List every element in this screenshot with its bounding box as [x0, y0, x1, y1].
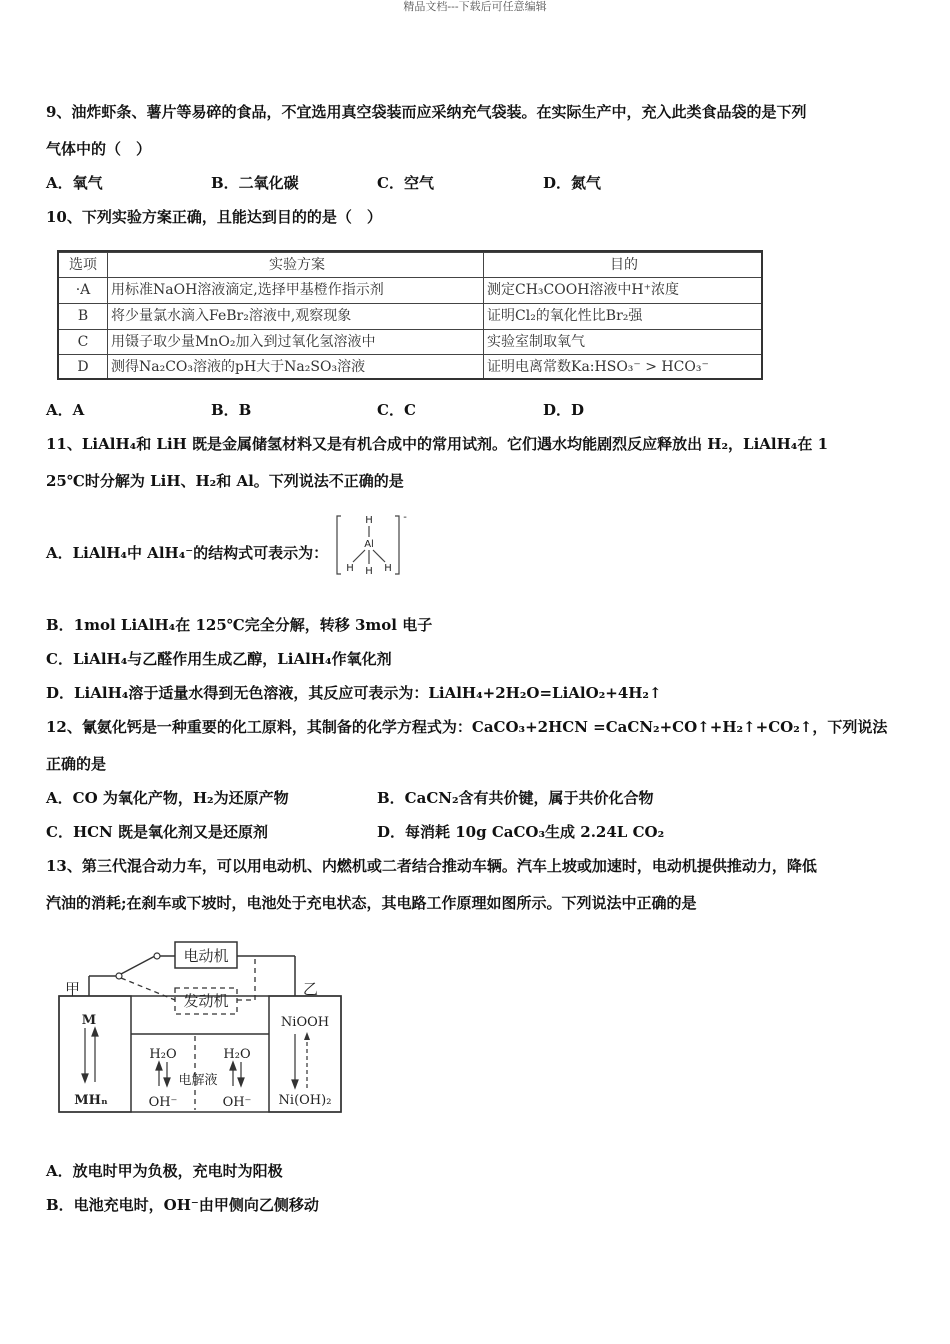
table-cell: 证明电离常数Ka:HSO₃⁻ > HCO₃⁻: [487, 359, 709, 375]
table-header-plan: 实验方案: [269, 257, 325, 273]
electrode-mhn: MHₙ: [74, 1093, 108, 1108]
q10-option-c: C．C: [377, 401, 416, 419]
table-row: [59, 277, 761, 303]
q9-option-a: A．氧气: [46, 174, 103, 192]
q9-option-d: D．氮气: [543, 174, 602, 192]
q11-option-a: A．LiAlH₄中 AlH₄⁻的结构式可表示为：: [46, 544, 329, 562]
electrode-niooh: NiOOH: [280, 1015, 330, 1030]
table-cell: 证明Cl₂的氧化性比Br₂强: [487, 308, 643, 324]
table-header-option: 选项: [69, 257, 97, 273]
table-header-row: [59, 252, 761, 278]
q10-option-b: B．B: [211, 401, 252, 419]
right-electrode-label: 乙: [303, 980, 319, 998]
struct-h-bottom: H: [365, 566, 373, 577]
table-cell: 将少量氯水滴入FeBr₂溶液中,观察现象: [111, 308, 352, 324]
q12-option-c: C．HCN 既是氧化剂又是还原剂: [46, 823, 268, 841]
table-cell: 用标准NaOH溶液滴定,选择甲基橙作指示剂: [111, 282, 384, 298]
q11-stem-line2: 25℃时分解为 LiH、H₂和 Al。下列说法不正确的是: [46, 472, 404, 490]
table-cell: 实验室制取氧气: [487, 334, 585, 350]
table-cell: ·A: [75, 282, 91, 298]
struct-charge: -: [403, 512, 407, 523]
q10-option-d: D．D: [543, 401, 585, 419]
battery-circuit-diagram: [55, 938, 345, 1118]
electrolyte-label: 电解液: [178, 1073, 218, 1088]
electrode-m: M: [81, 1013, 97, 1028]
table-cell: 测得Na₂CO₃溶液的pH大于Na₂SO₃溶液: [111, 359, 366, 375]
q13-stem-line1: 13、第三代混合动力车，可以用电动机、内燃机或二者结合推动车辆。汽车上坡或加速时，电动机提供推动力，降低: [46, 857, 817, 875]
struct-h-right: H: [384, 563, 392, 574]
motor-label: 电动机: [183, 947, 229, 965]
q11-option-d: D．LiAlH₄溶于适量水得到无色溶液，其反应可表示为：LiAlH₄+2H₂O=LiAlO₂+4H₂↑: [46, 684, 662, 702]
table-row: [59, 303, 761, 329]
table-header-purpose: 目的: [610, 257, 638, 273]
oh-right: OH⁻: [222, 1095, 252, 1110]
page-header: 精品文档---下载后可任意编辑: [403, 0, 547, 13]
q10-table: [57, 250, 763, 380]
q11-option-c: C．LiAlH₄与乙醛作用生成乙醇，LiAlH₄作氧化剂: [46, 650, 392, 668]
table-row: [59, 329, 761, 355]
table-row: [59, 354, 761, 380]
table-cell: D: [77, 359, 89, 375]
q10-option-a: A．A: [46, 401, 85, 419]
struct-h-top: H: [365, 515, 373, 526]
q12-stem-line2: 正确的是: [46, 755, 107, 773]
h2o-left: H₂O: [149, 1047, 177, 1062]
q13-option-a: A．放电时甲为负极，充电时为阳极: [46, 1162, 283, 1180]
h2o-right: H₂O: [223, 1047, 251, 1062]
table-cell: 用镊子取少量MnO₂加入到过氧化氢溶液中: [111, 334, 376, 350]
struct-al: Al: [364, 539, 374, 550]
table-cell: C: [77, 334, 89, 350]
q9-option-b: B．二氧化碳: [211, 174, 299, 192]
alh4-structure-diagram: [333, 512, 411, 578]
q13-option-b: B．电池充电时，OH⁻由甲侧向乙侧移动: [46, 1196, 319, 1214]
q11-option-b: B．1mol LiAlH₄在 125℃完全分解，转移 3mol 电子: [46, 616, 433, 634]
electrode-nioh2: Ni(OH)₂: [278, 1093, 332, 1108]
oh-left: OH⁻: [148, 1095, 178, 1110]
q9-option-c: C．空气: [377, 174, 434, 192]
q13-stem-line2: 汽油的消耗;在刹车或下坡时，电池处于充电状态，其电路工作原理如图所示。下列说法中正确的是: [46, 894, 697, 912]
left-electrode-label: 甲: [65, 980, 81, 998]
q12-option-b: B．CaCN₂含有共价键，属于共价化合物: [377, 789, 654, 807]
q11-stem-line1: 11、LiAlH₄和 LiH 既是金属储氢材料又是有机合成中的常用试剂。它们遇水均能剧烈反应释放出 H₂，LiAlH₄在 1: [46, 435, 829, 453]
q9-stem-line2: 气体中的（ ）: [46, 140, 152, 158]
engine-label: 发动机: [183, 992, 229, 1010]
struct-h-left: H: [346, 563, 354, 574]
q12-option-a: A．CO 为氧化产物，H₂为还原产物: [46, 789, 289, 807]
table-cell: 测定CH₃COOH溶液中H⁺浓度: [487, 282, 680, 298]
q12-stem-line1: 12、氰氨化钙是一种重要的化工原料，其制备的化学方程式为：CaCO₃+2HCN =CaCN₂+CO↑+H₂↑+CO₂↑，下列说法: [46, 718, 888, 736]
q9-stem-line1: 9、油炸虾条、薯片等易碎的食品，不宜选用真空袋装而应采纳充气袋装。在实际生产中，充入此类食品袋的是下列: [46, 103, 807, 121]
q12-option-d: D．每消耗 10g CaCO₃生成 2.24L CO₂: [377, 823, 665, 841]
table-cell: B: [77, 308, 89, 324]
q10-stem: 10、下列实验方案正确，且能达到目的的是（ ）: [46, 208, 382, 226]
